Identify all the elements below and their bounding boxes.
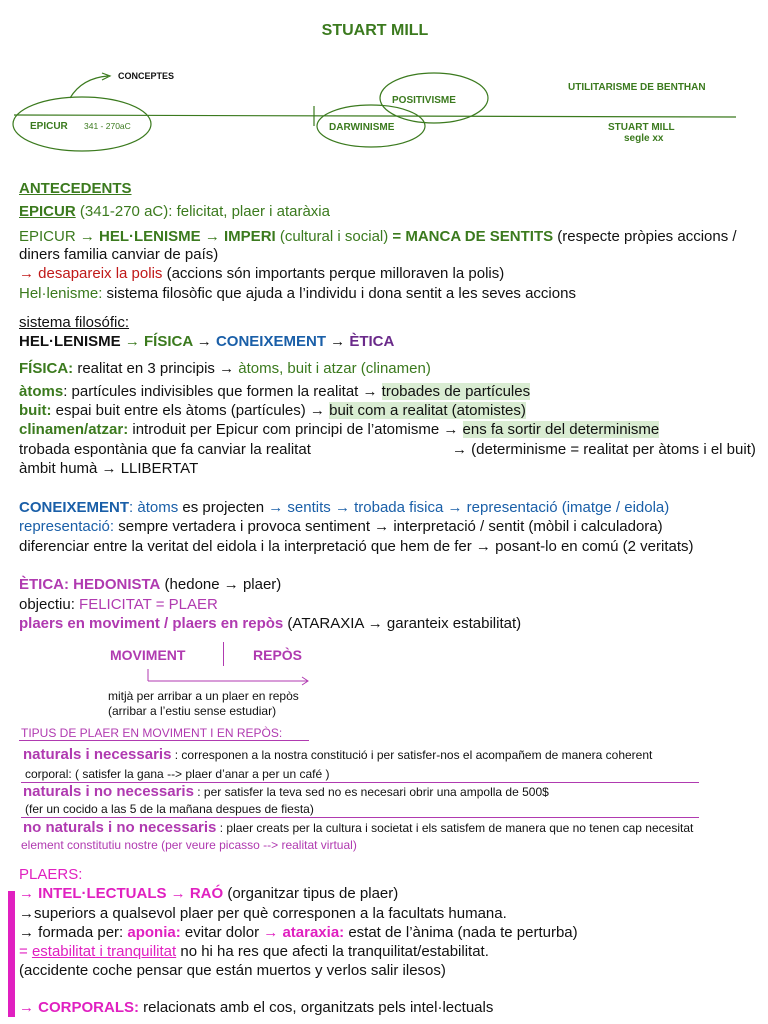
coneixement-line: CONEIXEMENT: àtoms es projecten → sentits → trobada fisica → representació (imatge / eidola) — [19, 499, 670, 516]
mitja-line: mitjà per arribar a un plaer en repòs — [108, 689, 299, 703]
superiors-line: →superiors a qualsevol plaer per què corresponen a la facultats humana. — [19, 905, 507, 922]
arribar-line: (arribar a l’estiu sense estudiar) — [108, 704, 277, 718]
fisica-line: FÍSICA: realitat en 3 principis → àtoms, buit i atzar (clinamen) — [19, 360, 431, 377]
ambit-line: àmbit humà → LLIBERTAT — [19, 460, 199, 477]
conceptes-label: CONCEPTES — [118, 71, 175, 81]
objectiu-line: objectiu: FELICITAT = PLAER — [19, 596, 218, 613]
atoms-line: àtoms: partícules indivisibles que formen la realitat → trobades de partícules — [19, 383, 531, 400]
timeline-diagram — [0, 60, 768, 160]
naturals-necessaris-line: naturals i necessaris : corresponen a la nostra constitució i per satisfer-nos el acompañem de manera coherent — [23, 746, 653, 763]
moviment-arrow — [140, 667, 320, 687]
epicur-dates: 341 - 270aC — [84, 121, 131, 131]
representacio-line: representació: sempre vertadera i provoca sentiment → interpretació / sentit (mòbil i calculadora) — [19, 518, 663, 535]
hellenisme-line: Hel·lenisme: sistema filosòfic que ajuda a l’individu i dona sentit a les seves accions — [19, 285, 576, 302]
naturals-necessaris-ex: corporal: ( satisfer la gana --> plaer d’anar a per un café ) — [25, 767, 330, 781]
page-title: STUART MILL — [321, 22, 429, 39]
intellectuals-line: → INTEL·LECTUALS → RAÓ (organitzar tipus de plaer) — [19, 885, 399, 902]
clinamen-line: clinamen/atzar: introduit per Epicur com principi de l’atomisme → ens fa sortir del determinisme — [19, 421, 660, 438]
sistema-label: sistema filosófic: — [19, 314, 130, 331]
tipus-underline — [19, 740, 309, 741]
stuart-node: STUART MILL — [608, 122, 675, 133]
sistema-chain: HEL·LENISME → FÍSICA → CONEIXEMENT → ÈTICA — [19, 333, 395, 350]
segle-label: segle xx — [624, 133, 664, 144]
plaers-label: PLAERS: — [19, 866, 83, 883]
antecedents-heading: ANTECEDENTS — [19, 180, 132, 197]
diferenciar-line: diferenciar entre la veritat del eidola i la interpretació que hem de fer → posant-lo en comú (2 veritats) — [19, 538, 694, 555]
tipus-heading: TIPUS DE PLAER EN MOVIMENT I EN REPÒS: — [21, 726, 283, 740]
epicur-node: EPICUR — [30, 121, 68, 132]
no-naturals-line: no naturals i no necessaris : plaer creats per la cultura i societat i els satisfem de manera que no tenen cap necesitat — [23, 819, 694, 836]
etica-line: ÈTICA: HEDONISTA (hedone → plaer) — [19, 576, 282, 593]
epicur-label: EPICUR — [19, 203, 76, 220]
epicur-line: EPICUR (341-270 aC): felicitat, plaer i ataràxia — [19, 203, 330, 220]
accidente-line: (accidente coche pensar que están muertos y verlos salir ilesos) — [19, 962, 446, 979]
repos-label: REPÒS — [253, 647, 303, 663]
estabilitat-line: = estabilitat i tranquilitat no hi ha res que afecti la tranquilitat/estabilitat. — [19, 943, 489, 960]
plaers-tipus-line: plaers en moviment / plaers en repòs (ATARAXIA → garanteix estabilitat) — [19, 615, 522, 632]
no-naturals-ex: element constitutiu nostre (per veure picasso --> realitat virtual) — [21, 838, 357, 852]
trobada-line: trobada espontània que fa canviar la realitat — [19, 441, 311, 458]
diners-line: diners familia canviar de país) — [19, 246, 219, 263]
polis-line: → desapareix la polis (accions són importants perque milloraven la polis) — [19, 265, 505, 282]
corporals-line: → CORPORALS: relacionats amb el cos, organitzats pels intel·lectuals — [19, 999, 494, 1016]
divider-2 — [21, 817, 699, 818]
moviment-label: MOVIMENT — [110, 647, 186, 663]
utilitarisme-node: UTILITARISME DE BENTHAN — [568, 82, 706, 93]
naturals-no-necessaris-ex: (fer un cocido a las 5 de la mañana despues de fiesta) — [25, 802, 314, 816]
buit-line: buit: espai buit entre els àtoms (partícules) → buit com a realitat (atomistes) — [19, 402, 526, 419]
formada-line: → formada per: aponia: evitar dolor → ataraxia: estat de l’ànima (nada te perturba) — [19, 924, 578, 941]
positivisme-node: POSITIVISME — [392, 95, 456, 106]
moviment-divider — [223, 642, 224, 666]
naturals-no-necessaris-line: naturals i no necessaris : per satisfer la teva sed no es necesari obrir una ampolla de 500$ — [23, 783, 549, 800]
plaers-side-bar — [8, 891, 15, 1017]
determinisme-line: → (determinisme = realitat per àtoms i el buit) — [452, 441, 756, 458]
epicur-chain-line: EPICUR → HEL·LENISME → IMPERI (cultural i social) = MANCA DE SENTITS (respecte pròpies accions / — [19, 228, 737, 245]
darwinisme-node: DARWINISME — [329, 122, 395, 133]
